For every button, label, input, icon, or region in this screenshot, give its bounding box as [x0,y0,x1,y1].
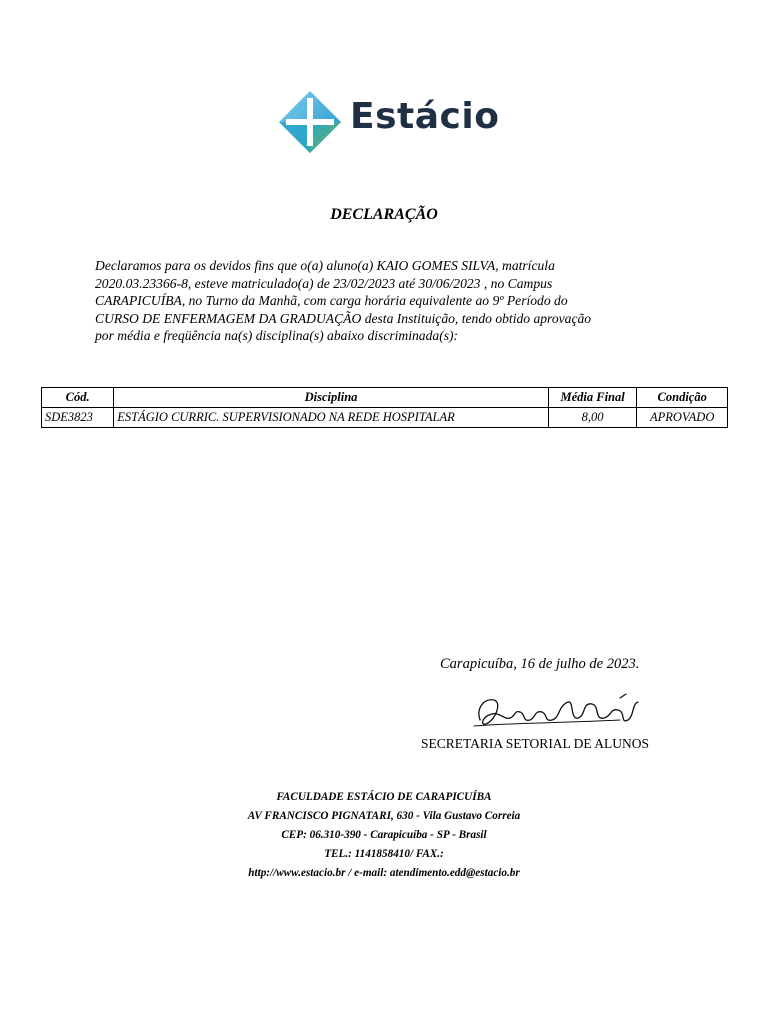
cell-media-final: 8,00 [548,408,637,428]
signatory-label: SECRETARIA SETORIAL DE ALUNOS [421,736,650,751]
estacio-logo [278,90,508,156]
header-cod: Cód. [42,388,114,408]
paragraph-line: CURSO DE ENFERMAGEM DA GRADUAÇÃO desta Instituição, tendo obtido aprovação [95,310,592,326]
footer-institution: FACULDADE ESTÁCIO DE CARAPICUÍBA [276,791,492,803]
header-media-final: Média Final [548,388,637,408]
document-title: DECLARAÇÃO [330,206,438,223]
footer-address-block [0,788,768,883]
paragraph-line: 2020.03.23366-8, esteve matriculado(a) de 23/02/2023 até 30/06/2023 , no Campus [95,275,553,291]
footer-address: AV FRANCISCO PIGNATARI, 630 - Vila Gustavo Correia [247,810,521,822]
logo-wordmark: Estácio [350,96,500,137]
grades-table [41,387,728,428]
footer-phone: TEL.: 1141858410/ FAX.: [324,848,444,860]
estacio-diamond-icon [278,90,342,154]
cell-cod: SDE3823 [42,408,114,428]
cell-condicao: APROVADO [637,408,728,428]
cell-disciplina: ESTÁGIO CURRIC. SUPERVISIONADO NA REDE HOSPITALAR [114,408,549,428]
handwritten-signature [470,690,650,732]
table-row [42,408,728,428]
footer-cep: CEP: 06.310-390 - Carapicuíba - SP - Brasil [281,829,487,841]
footer-web-email: http://www.estacio.br / e-mail: atendimento.edd@estacio.br [248,867,520,879]
paragraph-line: por média e freqüência na(s) disciplina(s) abaixo discriminada(s): [95,328,459,343]
place-and-date: Carapicuíba, 16 de julho de 2023. [440,656,640,672]
paragraph-line: Declaramos para os devidos fins que o(a) aluno(a) KAIO GOMES SILVA, matrícula [95,258,555,273]
declaration-paragraph [95,257,685,345]
table-header-row [42,388,728,408]
header-condicao: Condição [637,388,728,408]
header-disciplina: Disciplina [114,388,549,408]
paragraph-line: CARAPICUÍBA, no Turno da Manhã, com carga horária equivalente ao 9º Período do [95,293,568,308]
